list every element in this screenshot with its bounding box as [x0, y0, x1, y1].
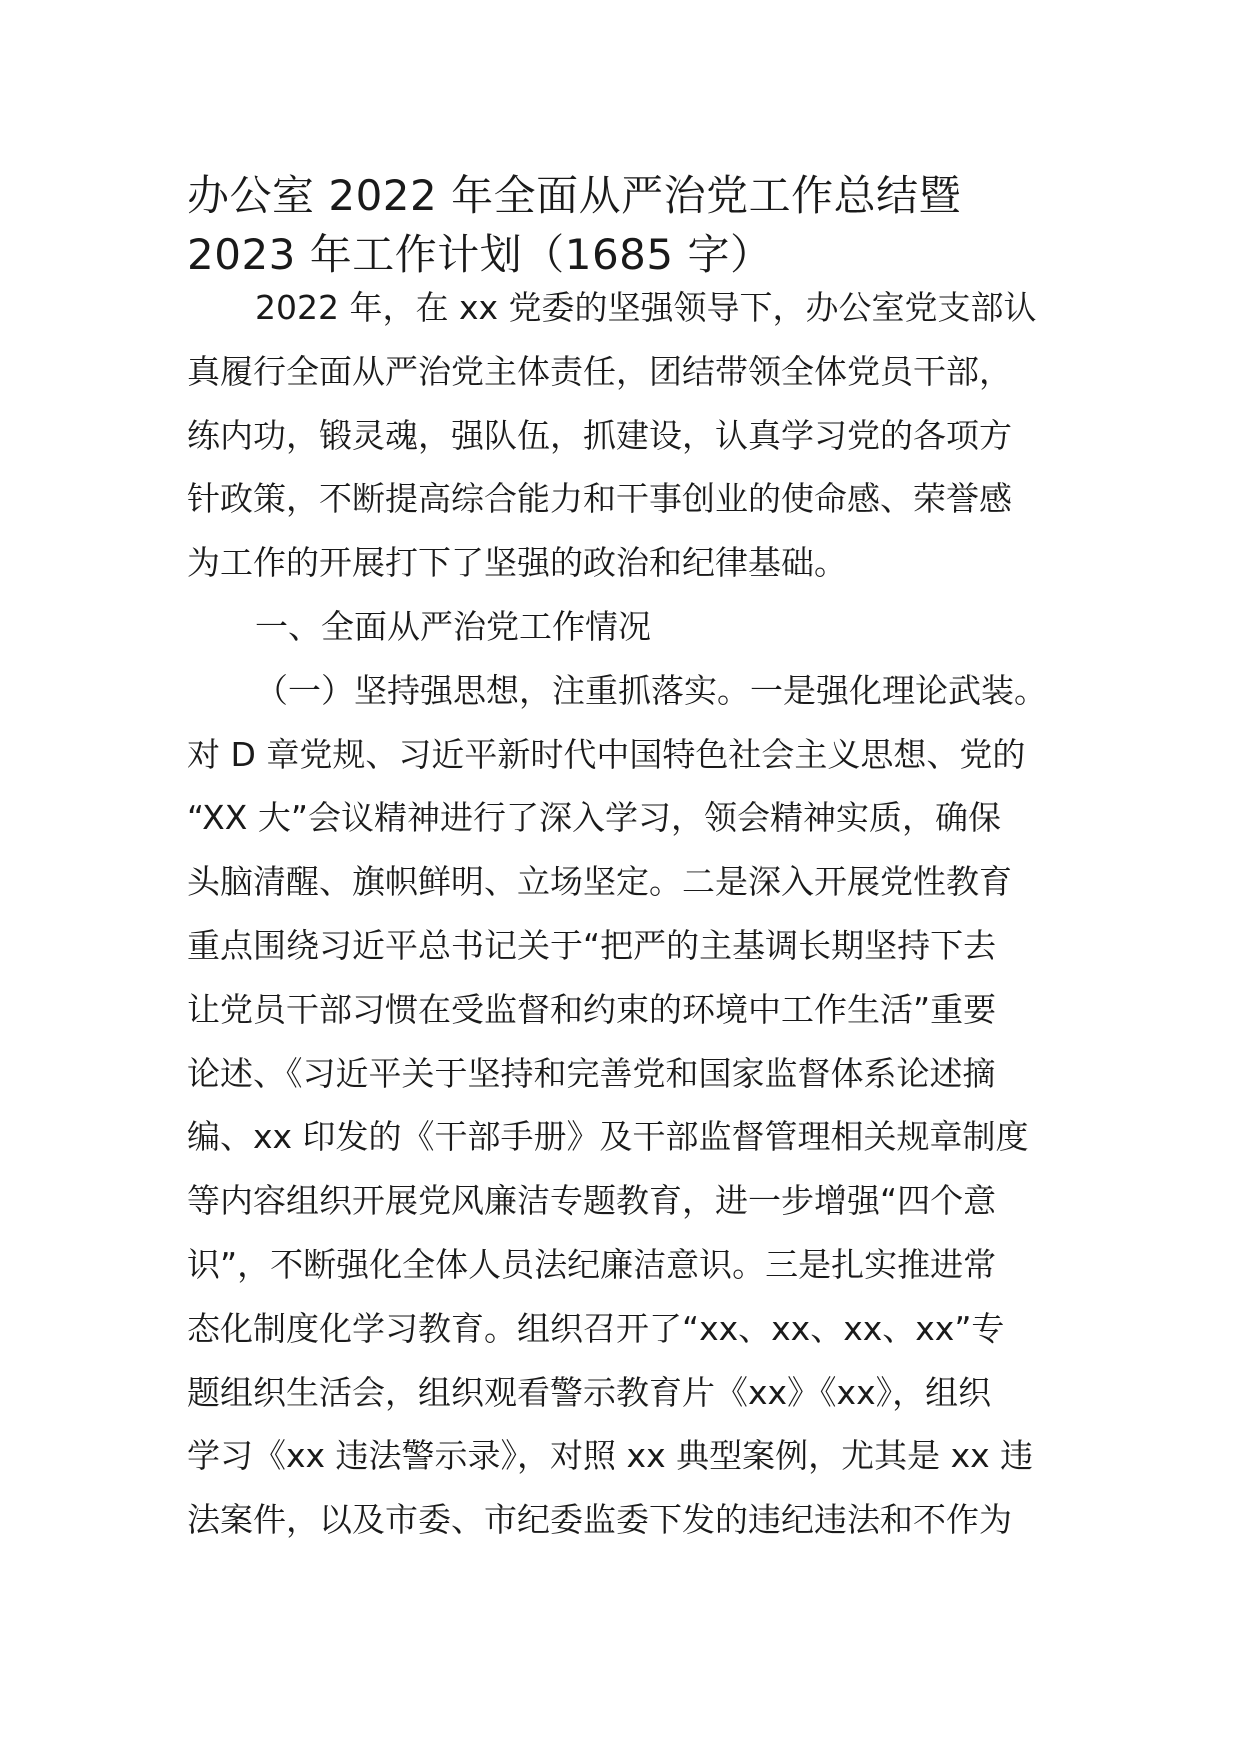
body-text-line: 等内容组织开展党风廉洁专题教育，进一步增强“四个意	[187, 1181, 997, 1221]
body-text-line: （一）坚持强思想，注重抓落实。一是强化理论武装。	[255, 670, 1047, 710]
body-text-line: “XX 大”会议精神进行了深入学习，领会精神实质，确保	[187, 798, 1001, 838]
body-text-line: 2022 年，在 xx 党委的坚强领导下，办公室党支部认	[255, 288, 1037, 327]
document-body	[187, 276, 1067, 1552]
body-text-line: 为工作的开展打下了坚强的政治和纪律基础。	[187, 543, 847, 583]
body-text-line: 练内功，锻灵魂，强队伍，抓建设，认真学习党的各项方	[187, 415, 1012, 455]
title-line-1: 办公室 2022 年全面从严治党工作总结暨	[187, 171, 962, 220]
body-text-line: 态化制度化学习教育。组织召开了“xx、xx、xx、xx”专	[187, 1308, 1005, 1348]
body-text-line: 学习《xx 违法警示录》，对照 xx 典型案例，尤其是 xx 违	[187, 1436, 1034, 1476]
body-text-line: 识”，不断强化全体人员法纪廉洁意识。三是扎实推进常	[187, 1244, 997, 1284]
body-text-line: 针政策，不断提高综合能力和干事创业的使命感、荣誉感	[187, 479, 1012, 519]
body-text-line: 对 D 章党规、习近平新时代中国特色社会主义思想、党的	[187, 734, 1026, 774]
body-text-line: 题组织生活会，组织观看警示教育片《xx》《xx》，组织	[187, 1372, 992, 1412]
body-text-line: 真履行全面从严治党主体责任，团结带领全体党员干部，	[187, 351, 1012, 391]
title-line-2: 2023 年工作计划（1685 字）	[187, 230, 773, 279]
document-title	[187, 166, 1067, 284]
body-text-line: 论述、《习近平关于坚持和完善党和国家监督体系论述摘	[187, 1053, 996, 1093]
body-text-line: 一、全面从严治党工作情况	[255, 606, 651, 646]
body-text-line: 编、xx 印发的《干部手册》及干部监督管理相关规章制度	[187, 1117, 1029, 1157]
body-text-line: 头脑清醒、旗帜鲜明、立场坚定。二是深入开展党性教育	[187, 862, 1012, 902]
body-text-line: 重点围绕习近平总书记关于“把严的主基调长期坚持下去	[187, 925, 997, 965]
body-text-line: 法案件，以及市委、市纪委监委下发的违纪违法和不作为	[187, 1500, 1012, 1540]
body-text-line: 让党员干部习惯在受监督和约束的环境中工作生活”重要	[187, 989, 997, 1029]
